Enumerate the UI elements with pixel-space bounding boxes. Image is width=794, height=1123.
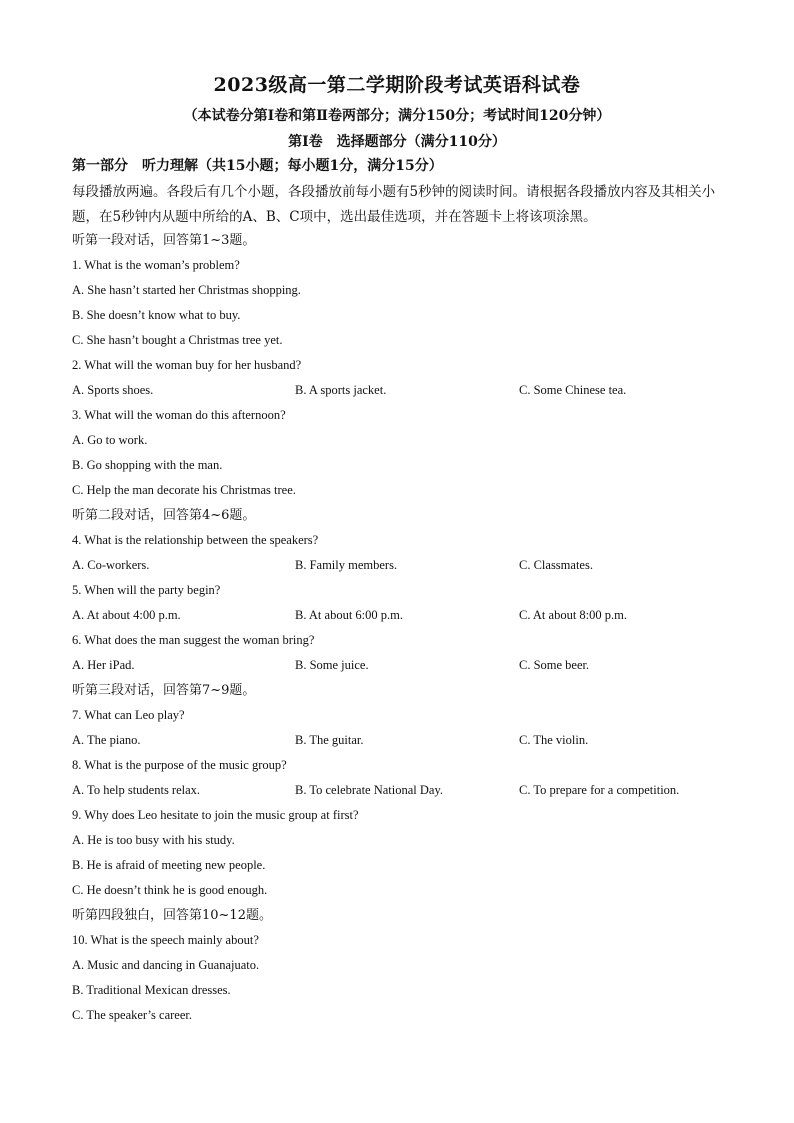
part-title: 第一部分 听力理解（共15小题；每小题1分，满分15分） — [72, 158, 443, 174]
answer-option-a: A. To help students relax. — [72, 783, 201, 797]
answer-option: C. She hasn’t bought a Christmas tree yet. — [72, 333, 283, 347]
answer-option: B. She doesn’t know what to buy. — [72, 308, 241, 322]
question: 2. What will the woman buy for her husband? — [72, 358, 302, 372]
question-list — [72, 228, 732, 1028]
answer-option: C. Help the man decorate his Christmas tree. — [72, 483, 296, 497]
answer-option: B. Go shopping with the man. — [72, 458, 223, 472]
question: 4. What is the relationship between the speakers? — [72, 533, 319, 547]
answer-option-c: C. To prepare for a competition. — [519, 783, 680, 797]
options-row — [72, 653, 732, 678]
answer-option-c: C. The violin. — [519, 733, 589, 747]
answer-option-b: B. At about 6:00 p.m. — [295, 608, 403, 622]
page-title: 2023级高一第二学期阶段考试英语科试卷 — [213, 74, 581, 96]
answer-option-b: B. A sports jacket. — [295, 383, 387, 397]
answer-option: A. Music and dancing in Guanajuato. — [72, 958, 260, 972]
answer-option-b: B. Some juice. — [295, 658, 369, 672]
section-instruction: 听第一段对话，回答第1~3题。 — [72, 233, 256, 248]
answer-option-b: B. To celebrate National Day. — [295, 783, 444, 797]
part-instructions: 每段播放两遍。各段后有几个小题，各段播放前每小题有5秒钟的阅读时间。请根据各段播放内容及其相关小题，在5秒钟内从题中所给的A、B、C项中，选出最佳选项，并在答题卡上将该项涂黑。 — [72, 184, 716, 225]
options-row — [72, 378, 732, 403]
question: 8. What is the purpose of the music group? — [72, 758, 287, 772]
exam-subtitle: （本试卷分第Ⅰ卷和第Ⅱ卷两部分；满分150分；考试时间120分钟） — [183, 108, 611, 124]
options-row — [72, 728, 732, 753]
answer-option-b: B. The guitar. — [295, 733, 364, 747]
answer-option: A. He is too busy with his study. — [72, 833, 235, 847]
answer-option: B. Traditional Mexican dresses. — [72, 983, 231, 997]
question: 9. Why does Leo hesitate to join the music group at first? — [72, 808, 359, 822]
answer-option-a: A. At about 4:00 p.m. — [72, 608, 181, 622]
answer-option-b: B. Family members. — [295, 558, 398, 572]
question: 5. When will the party begin? — [72, 583, 221, 597]
section-instruction: 听第四段独白，回答第10~12题。 — [72, 908, 272, 923]
options-row — [72, 778, 732, 803]
answer-option-c: C. Some beer. — [519, 658, 590, 672]
question: 7. What can Leo play? — [72, 708, 185, 722]
options-row — [72, 553, 732, 578]
section-instruction: 听第二段对话，回答第4~6题。 — [72, 508, 256, 523]
answer-option: A. She hasn’t started her Christmas shopping. — [72, 283, 301, 297]
answer-option-a: A. Co-workers. — [72, 558, 150, 572]
answer-option-a: A. Sports shoes. — [72, 383, 154, 397]
options-row — [72, 603, 732, 628]
answer-option-c: C. Classmates. — [519, 558, 593, 572]
answer-option: C. The speaker’s career. — [72, 1008, 192, 1022]
answer-option: A. Go to work. — [72, 433, 148, 447]
section-instruction: 听第三段对话，回答第7~9题。 — [72, 683, 256, 698]
question: 6. What does the man suggest the woman bring? — [72, 633, 315, 647]
answer-option-a: A. The piano. — [72, 733, 141, 747]
section-title: 第Ⅰ卷 选择题部分（满分110分） — [288, 134, 506, 150]
question: 3. What will the woman do this afternoon? — [72, 408, 286, 422]
question: 10. What is the speech mainly about? — [72, 933, 259, 947]
answer-option: B. He is afraid of meeting new people. — [72, 858, 266, 872]
answer-option-c: C. At about 8:00 p.m. — [519, 608, 627, 622]
question: 1. What is the woman’s problem? — [72, 258, 240, 272]
answer-option-c: C. Some Chinese tea. — [519, 383, 627, 397]
answer-option-a: A. Her iPad. — [72, 658, 135, 672]
answer-option: C. He doesn’t think he is good enough. — [72, 883, 268, 897]
